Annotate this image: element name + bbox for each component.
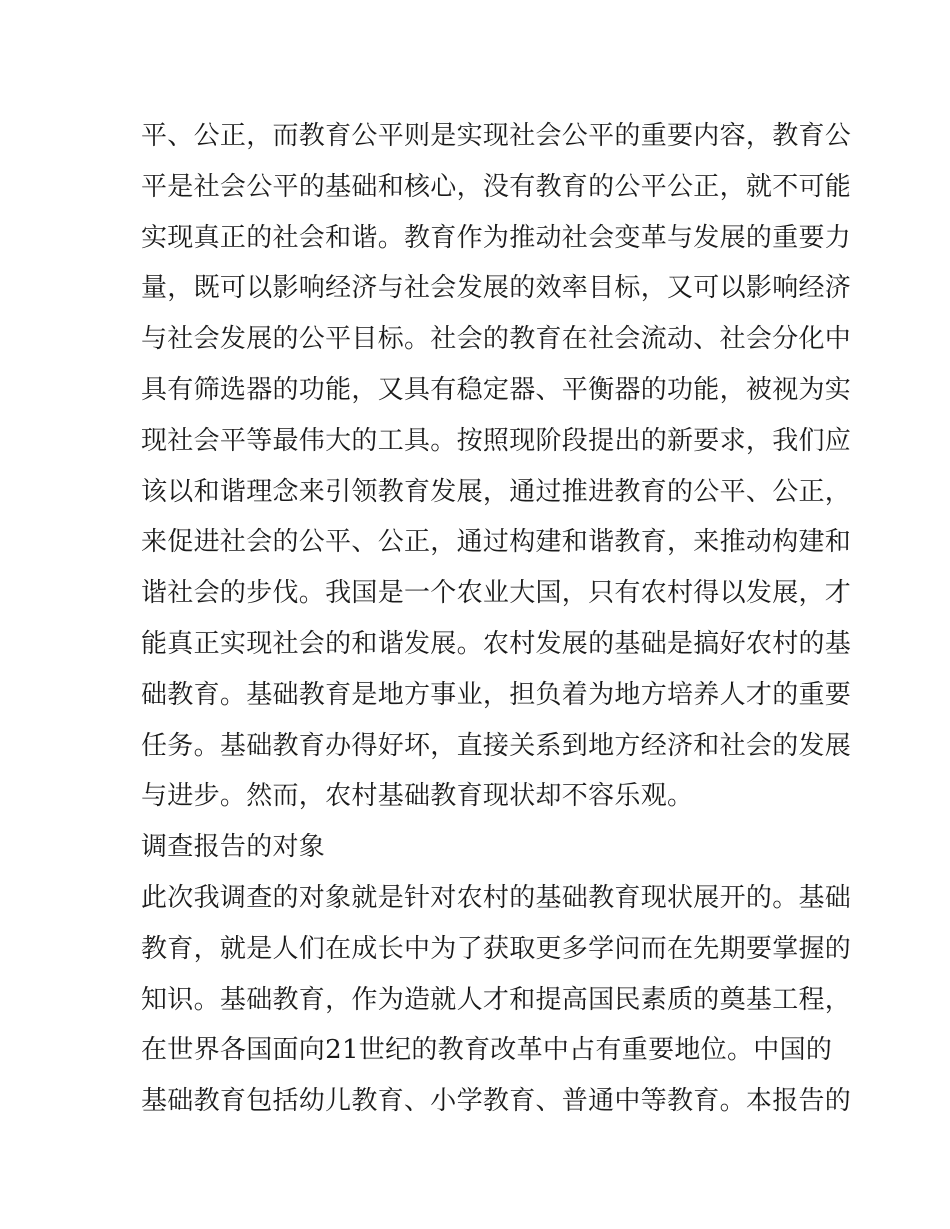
text-line: 任务。基础教育办得好坏，直接关系到地方经济和社会的发展: [141, 730, 852, 761]
text-line: 与社会发展的公平目标。社会的教育在社会流动、社会分化中: [141, 324, 852, 355]
text-line: 与进步。然而，农村基础教育现状却不容乐观。: [141, 781, 694, 812]
text-line: 具有筛选器的功能，又具有稳定器、平衡器的功能，被视为实: [141, 374, 852, 405]
text-line: 来促进社会的公平、公正，通过构建和谐教育，来推动构建和: [141, 527, 852, 558]
text-line: 量，既可以影响经济与社会发展的效率目标，又可以影响经济: [141, 273, 852, 304]
text-line: 教育，就是人们在成长中为了获取更多学问而在先期要掌握的: [141, 933, 852, 964]
text-line: 在世界各国面向21世纪的教育改革中占有重要地位。中国的: [141, 1035, 833, 1066]
text-line: 此次我调查的对象就是针对农村的基础教育现状展开的。基础: [141, 882, 852, 913]
body-text: [141, 111, 852, 1127]
text-line: 谐社会的步伐。我国是一个农业大国，只有农村得以发展，才: [141, 578, 852, 609]
text-line: 能真正实现社会的和谐发展。农村发展的基础是搞好农村的基: [141, 628, 852, 659]
text-line: 该以和谐理念来引领教育发展，通过推进教育的公平、公正，: [141, 476, 852, 507]
text-line: 平是社会公平的基础和核心，没有教育的公平公正，就不可能: [141, 171, 852, 202]
text-line: 础教育。基础教育是地方事业，担负着为地方培养人才的重要: [141, 679, 852, 710]
section-heading: 调查报告的对象: [141, 832, 326, 863]
text-line: 知识。基础教育，作为造就人才和提高国民素质的奠基工程，: [141, 984, 852, 1015]
text-line: 平、公正，而教育公平则是实现社会公平的重要内容，教育公: [141, 121, 852, 151]
text-line: 基础教育包括幼儿教育、小学教育、普通中等教育。本报告的: [141, 1086, 852, 1117]
text-line: 实现真正的社会和谐。教育作为推动社会变革与发展的重要力: [141, 222, 852, 253]
text-line: 现社会平等最伟大的工具。按照现阶段提出的新要求，我们应: [141, 425, 852, 456]
